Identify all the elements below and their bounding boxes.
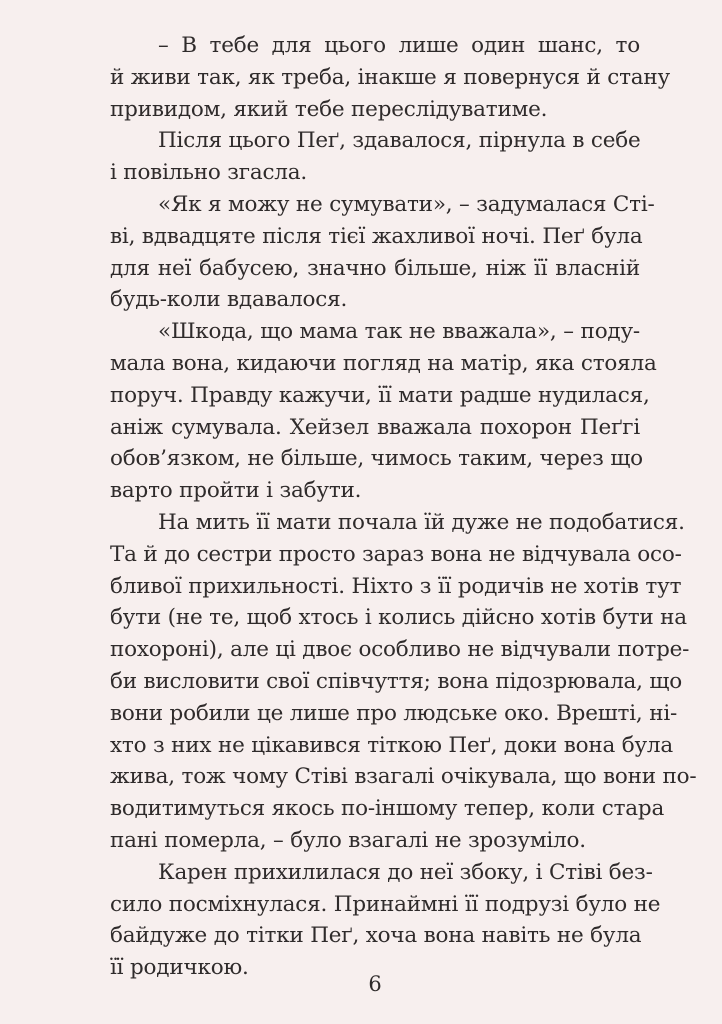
text-line: бливої прихильності. Ніхто з її родичів не хотів тут xyxy=(110,573,682,599)
text-line: Після цього Пеґ, здавалося, пірнула в себе xyxy=(158,128,641,154)
text-line: водитимуться якось по-іншому тепер, коли стара xyxy=(110,796,665,822)
text-line: ві, вдвадцяте після тієї жахливої ночі. Пеґ була xyxy=(110,223,643,249)
text-line: «Шкода, що мама так не вважала», – поду- xyxy=(158,319,640,345)
text-line: Та й до сестри просто зараз вона не відчувала осо- xyxy=(110,541,682,567)
text-line: й живи так, як треба, інакше я повернуся й стану xyxy=(110,64,670,90)
text-line: для неї бабусею, значно більше, ніж її власній xyxy=(110,255,640,281)
text-line: пані померла, – було взагалі не зрозуміло. xyxy=(110,827,586,853)
text-line: На мить її мати почала їй дуже не подобатися. xyxy=(158,509,685,535)
text-line: би висловити свої співчуття; вона підозрювала, що xyxy=(110,668,682,694)
body-text xyxy=(110,30,697,984)
text-line: будь-коли вдавалося. xyxy=(110,287,348,313)
text-line: сило посміхнулася. Принаймні її подрузі було не xyxy=(110,891,661,917)
page-number: 6 xyxy=(368,972,382,996)
text-line: Карен прихилилася до неї збоку, і Стіві без- xyxy=(158,859,653,885)
text-line: поруч. Правду кажучи, її мати радше нудилася, xyxy=(110,382,650,408)
text-line: жива, тож чому Стіві взагалі очікувала, що вони по- xyxy=(110,764,697,790)
text-line: і повільно згасла. xyxy=(110,160,307,186)
text-line: похороні), але ці двоє особливо не відчували потре- xyxy=(110,637,690,663)
text-line: бути (не те, щоб хтось і колись дійсно хотів бути на xyxy=(110,605,687,631)
text-line: привидом, який тебе переслідуватиме. xyxy=(110,96,548,122)
text-line: обов’язком, не більше, чимось таким, через що xyxy=(110,446,643,472)
text-line: хто з них не цікавився тіткою Пеґ, доки вона була xyxy=(110,732,673,758)
text-line: байдуже до тітки Пеґ, хоча вона навіть не була xyxy=(110,923,642,949)
text-line: аніж сумувала. Хейзел вважала похорон Пеґгі xyxy=(110,414,640,440)
text-line: – В тебе для цього лише один шанс, то xyxy=(158,33,640,58)
text-line: вони робили це лише про людське око. Врешті, ні- xyxy=(110,700,678,726)
text-line: «Як я можу не сумувати», – задумалася Сті- xyxy=(158,191,655,217)
text-line: варто пройти і забути. xyxy=(110,478,362,504)
text-line: її родичкою. xyxy=(110,955,249,981)
text-line: мала вона, кидаючи погляд на матір, яка стояла xyxy=(110,350,657,376)
